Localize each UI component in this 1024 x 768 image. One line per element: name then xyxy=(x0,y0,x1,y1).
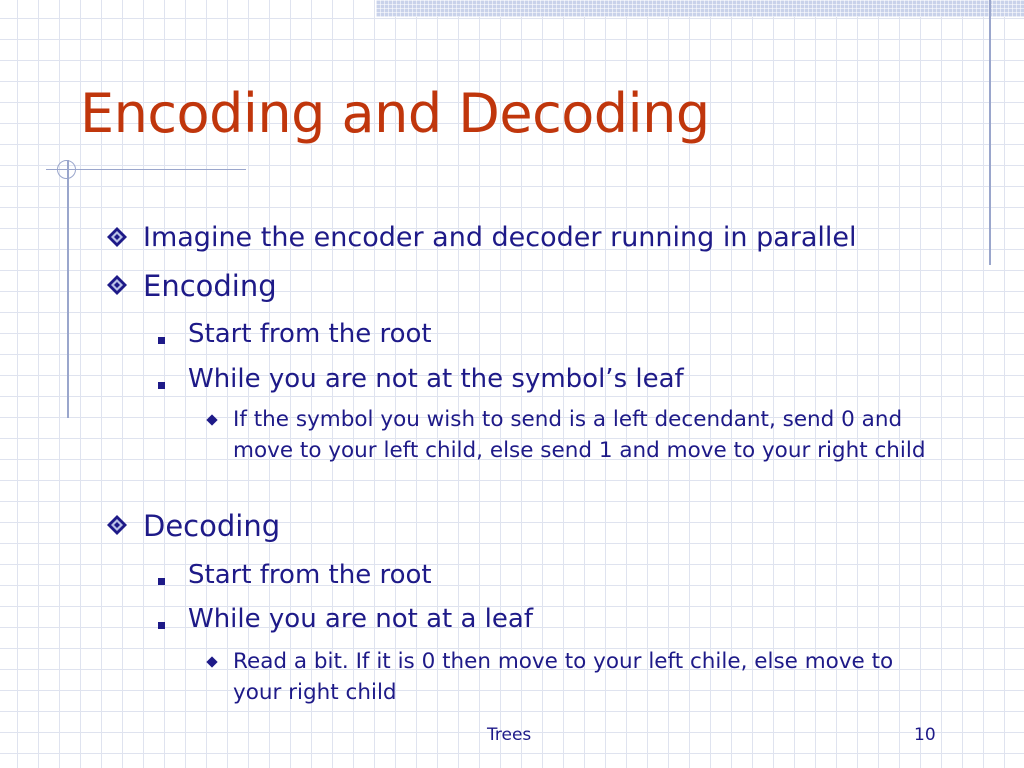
diamond-bullet-icon xyxy=(106,274,128,296)
right-decoration-line xyxy=(989,0,991,265)
circle-decoration xyxy=(57,160,76,179)
square-bullet-icon xyxy=(158,382,165,389)
title-underline-decoration xyxy=(46,169,246,170)
bullet-encoding: Encoding xyxy=(143,269,277,303)
square-bullet-icon xyxy=(158,578,165,585)
small-diamond-bullet-icon xyxy=(206,656,217,667)
encoding-detail: If the symbol you wish to send is a left decendant, send 0 and move to your left child, else send 1 and move to your right child xyxy=(233,407,926,463)
diamond-bullet-icon xyxy=(106,226,128,248)
footer-page-number: 10 xyxy=(914,725,936,745)
encoding-step-2: While you are not at the symbol’s leaf xyxy=(188,364,684,394)
bullet-intro: Imagine the encoder and decoder running in parallel xyxy=(143,222,857,253)
decoding-step-1: Start from the root xyxy=(188,560,432,590)
top-decoration-band xyxy=(376,0,1024,17)
footer-topic: Trees xyxy=(487,725,532,745)
square-bullet-icon xyxy=(158,622,165,629)
square-bullet-icon xyxy=(158,337,165,344)
diamond-bullet-icon xyxy=(106,514,128,536)
left-vertical-decoration xyxy=(67,160,69,418)
bullet-decoding: Decoding xyxy=(143,509,281,543)
decoding-step-2: While you are not at a leaf xyxy=(188,604,533,634)
encoding-step-1: Start from the root xyxy=(188,319,432,349)
small-diamond-bullet-icon xyxy=(206,414,217,425)
slide-title: Encoding and Decoding xyxy=(80,82,710,145)
decoding-detail: Read a bit. If it is 0 then move to your left chile, else move to your right child xyxy=(233,649,894,705)
